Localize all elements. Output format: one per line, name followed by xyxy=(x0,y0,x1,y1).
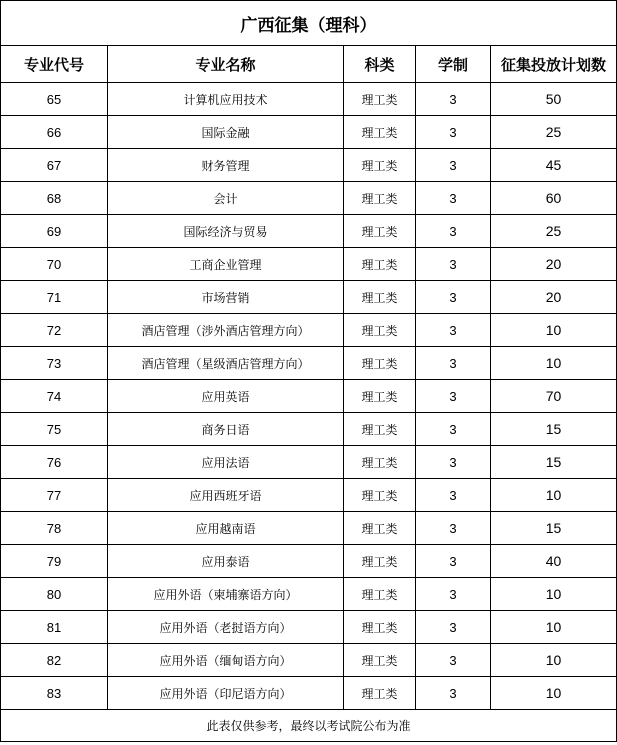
cell-code: 72 xyxy=(1,314,108,347)
cell-code: 67 xyxy=(1,149,108,182)
cell-name: 国际经济与贸易 xyxy=(108,215,344,248)
cell-code: 75 xyxy=(1,413,108,446)
cell-plan: 10 xyxy=(491,314,617,347)
cell-name: 应用英语 xyxy=(108,380,344,413)
cell-name: 应用外语（柬埔寨语方向） xyxy=(108,578,344,611)
cell-years: 3 xyxy=(416,149,491,182)
cell-years: 3 xyxy=(416,578,491,611)
cell-code: 81 xyxy=(1,611,108,644)
cell-code: 76 xyxy=(1,446,108,479)
cell-name: 财务管理 xyxy=(108,149,344,182)
footer-row xyxy=(1,710,617,742)
cell-plan: 50 xyxy=(491,83,617,116)
cell-years: 3 xyxy=(416,446,491,479)
header-code: 专业代号 xyxy=(1,46,108,83)
cell-name: 应用越南语 xyxy=(108,512,344,545)
table-row xyxy=(1,215,617,248)
cell-category: 理工类 xyxy=(344,677,416,710)
table-row xyxy=(1,479,617,512)
header-row xyxy=(1,46,617,83)
cell-name: 酒店管理（星级酒店管理方向） xyxy=(108,347,344,380)
cell-code: 68 xyxy=(1,182,108,215)
title-row xyxy=(1,1,617,46)
cell-years: 3 xyxy=(416,545,491,578)
cell-code: 69 xyxy=(1,215,108,248)
cell-code: 66 xyxy=(1,116,108,149)
table-row xyxy=(1,578,617,611)
header-plan: 征集投放计划数 xyxy=(491,46,617,83)
cell-years: 3 xyxy=(416,248,491,281)
cell-plan: 25 xyxy=(491,116,617,149)
table-row xyxy=(1,512,617,545)
table-row xyxy=(1,149,617,182)
cell-years: 3 xyxy=(416,611,491,644)
table-row xyxy=(1,83,617,116)
cell-name: 国际金融 xyxy=(108,116,344,149)
cell-plan: 25 xyxy=(491,215,617,248)
cell-plan: 10 xyxy=(491,347,617,380)
table-row xyxy=(1,347,617,380)
cell-category: 理工类 xyxy=(344,413,416,446)
cell-plan: 10 xyxy=(491,611,617,644)
cell-name: 会计 xyxy=(108,182,344,215)
cell-years: 3 xyxy=(416,83,491,116)
cell-years: 3 xyxy=(416,281,491,314)
cell-name: 应用西班牙语 xyxy=(108,479,344,512)
table-row xyxy=(1,248,617,281)
cell-code: 80 xyxy=(1,578,108,611)
header-name: 专业名称 xyxy=(108,46,344,83)
cell-category: 理工类 xyxy=(344,248,416,281)
cell-name: 应用外语（老挝语方向） xyxy=(108,611,344,644)
cell-code: 79 xyxy=(1,545,108,578)
cell-plan: 20 xyxy=(491,281,617,314)
cell-code: 71 xyxy=(1,281,108,314)
table-row xyxy=(1,314,617,347)
cell-plan: 40 xyxy=(491,545,617,578)
table-row xyxy=(1,677,617,710)
cell-code: 74 xyxy=(1,380,108,413)
cell-category: 理工类 xyxy=(344,578,416,611)
cell-category: 理工类 xyxy=(344,611,416,644)
cell-plan: 10 xyxy=(491,677,617,710)
cell-plan: 10 xyxy=(491,644,617,677)
cell-years: 3 xyxy=(416,380,491,413)
cell-category: 理工类 xyxy=(344,149,416,182)
table-row xyxy=(1,380,617,413)
cell-code: 65 xyxy=(1,83,108,116)
cell-years: 3 xyxy=(416,182,491,215)
cell-category: 理工类 xyxy=(344,380,416,413)
cell-category: 理工类 xyxy=(344,182,416,215)
table-row xyxy=(1,446,617,479)
cell-category: 理工类 xyxy=(344,644,416,677)
cell-category: 理工类 xyxy=(344,116,416,149)
header-category: 科类 xyxy=(344,46,416,83)
table-body xyxy=(1,1,617,742)
cell-name: 应用外语（印尼语方向） xyxy=(108,677,344,710)
cell-name: 应用泰语 xyxy=(108,545,344,578)
cell-plan: 60 xyxy=(491,182,617,215)
table-row xyxy=(1,644,617,677)
cell-code: 83 xyxy=(1,677,108,710)
cell-years: 3 xyxy=(416,347,491,380)
cell-name: 工商企业管理 xyxy=(108,248,344,281)
cell-plan: 10 xyxy=(491,578,617,611)
cell-years: 3 xyxy=(416,479,491,512)
cell-code: 77 xyxy=(1,479,108,512)
cell-name: 应用外语（缅甸语方向） xyxy=(108,644,344,677)
cell-plan: 15 xyxy=(491,446,617,479)
cell-category: 理工类 xyxy=(344,83,416,116)
cell-years: 3 xyxy=(416,314,491,347)
table-row xyxy=(1,545,617,578)
table-title: 广西征集（理科） xyxy=(1,1,617,46)
cell-name: 市场营销 xyxy=(108,281,344,314)
cell-code: 78 xyxy=(1,512,108,545)
cell-plan: 70 xyxy=(491,380,617,413)
cell-years: 3 xyxy=(416,215,491,248)
cell-name: 商务日语 xyxy=(108,413,344,446)
cell-years: 3 xyxy=(416,512,491,545)
table-row xyxy=(1,182,617,215)
cell-name: 计算机应用技术 xyxy=(108,83,344,116)
cell-code: 73 xyxy=(1,347,108,380)
cell-name: 应用法语 xyxy=(108,446,344,479)
cell-plan: 20 xyxy=(491,248,617,281)
cell-category: 理工类 xyxy=(344,314,416,347)
cell-code: 82 xyxy=(1,644,108,677)
cell-years: 3 xyxy=(416,413,491,446)
table-row xyxy=(1,281,617,314)
table-row xyxy=(1,413,617,446)
cell-plan: 15 xyxy=(491,413,617,446)
cell-years: 3 xyxy=(416,677,491,710)
cell-plan: 45 xyxy=(491,149,617,182)
table-row xyxy=(1,116,617,149)
cell-category: 理工类 xyxy=(344,545,416,578)
cell-category: 理工类 xyxy=(344,512,416,545)
cell-category: 理工类 xyxy=(344,347,416,380)
cell-plan: 10 xyxy=(491,479,617,512)
footer-note: 此表仅供参考，最终以考试院公布为准 xyxy=(1,710,617,742)
cell-category: 理工类 xyxy=(344,446,416,479)
cell-category: 理工类 xyxy=(344,215,416,248)
table-row xyxy=(1,611,617,644)
cell-category: 理工类 xyxy=(344,281,416,314)
cell-category: 理工类 xyxy=(344,479,416,512)
cell-code: 70 xyxy=(1,248,108,281)
cell-plan: 15 xyxy=(491,512,617,545)
cell-name: 酒店管理（涉外酒店管理方向） xyxy=(108,314,344,347)
cell-years: 3 xyxy=(416,644,491,677)
header-years: 学制 xyxy=(416,46,491,83)
cell-years: 3 xyxy=(416,116,491,149)
